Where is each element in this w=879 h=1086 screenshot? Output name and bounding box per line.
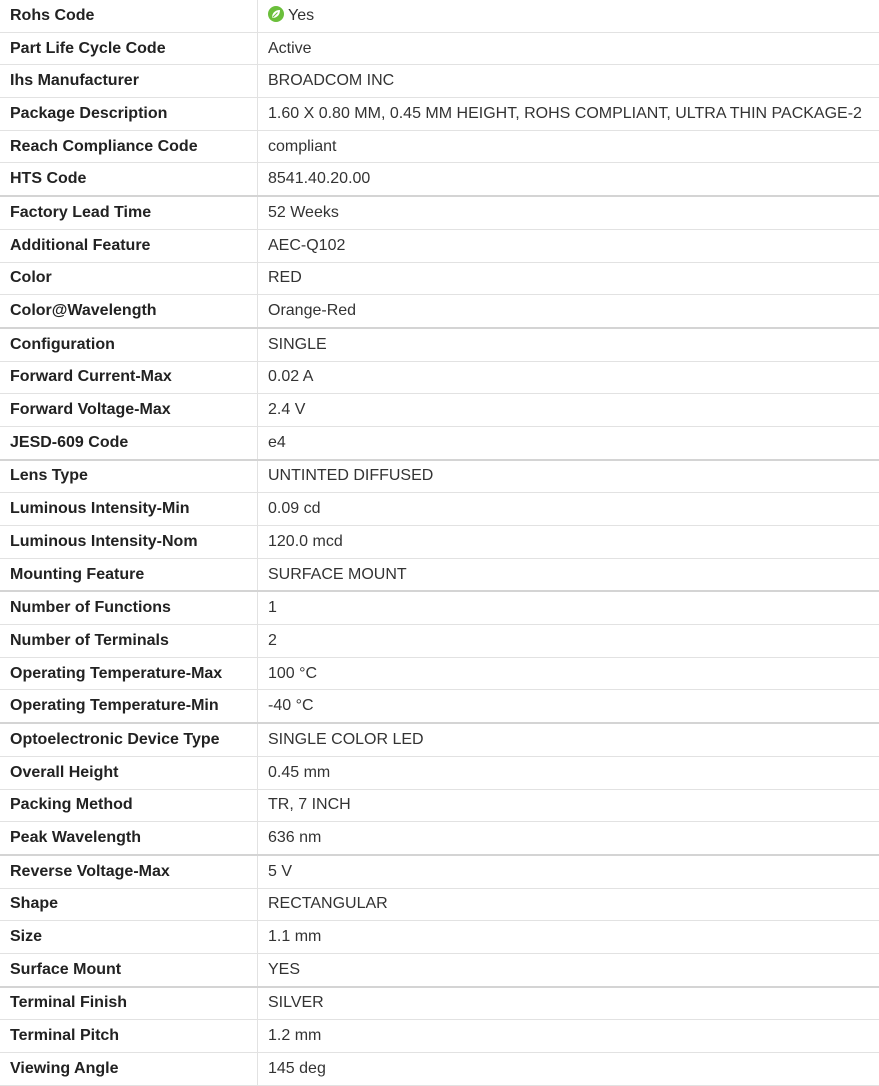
table-row bbox=[0, 229, 879, 262]
table-row bbox=[0, 1053, 879, 1086]
table-row bbox=[0, 426, 879, 459]
table-row bbox=[0, 196, 879, 229]
row-value: 100 °C bbox=[258, 657, 879, 690]
table-row bbox=[0, 822, 879, 855]
row-label: Operating Temperature-Max bbox=[0, 657, 258, 690]
table-row bbox=[0, 855, 879, 888]
row-value: SINGLE bbox=[258, 328, 879, 361]
table-row bbox=[0, 723, 879, 756]
row-value: 0.02 A bbox=[258, 361, 879, 394]
row-label: Optoelectronic Device Type bbox=[0, 723, 258, 756]
row-value: 2.4 V bbox=[258, 394, 879, 427]
table-row bbox=[0, 65, 879, 98]
row-value: Yes bbox=[288, 7, 314, 24]
row-value: UNTINTED DIFFUSED bbox=[258, 460, 879, 493]
row-value: 120.0 mcd bbox=[258, 526, 879, 559]
table-row bbox=[0, 130, 879, 163]
row-label: Package Description bbox=[0, 98, 258, 131]
row-label: Number of Terminals bbox=[0, 625, 258, 658]
table-row bbox=[0, 0, 879, 32]
row-value: RECTANGULAR bbox=[258, 888, 879, 921]
row-value: SURFACE MOUNT bbox=[258, 558, 879, 591]
row-label: Packing Method bbox=[0, 789, 258, 822]
table-row bbox=[0, 98, 879, 131]
row-value: 0.45 mm bbox=[258, 756, 879, 789]
row-value: 1.2 mm bbox=[258, 1020, 879, 1053]
table-row bbox=[0, 953, 879, 986]
row-label: Shape bbox=[0, 888, 258, 921]
table-row bbox=[0, 558, 879, 591]
row-value: Active bbox=[258, 32, 879, 65]
row-value: RED bbox=[258, 262, 879, 295]
row-label: JESD-609 Code bbox=[0, 426, 258, 459]
table-row bbox=[0, 295, 879, 328]
table-row bbox=[0, 328, 879, 361]
row-value: e4 bbox=[258, 426, 879, 459]
row-value: 1.1 mm bbox=[258, 921, 879, 954]
row-label: Surface Mount bbox=[0, 953, 258, 986]
row-value: compliant bbox=[258, 130, 879, 163]
row-value: -40 °C bbox=[258, 690, 879, 723]
row-value: AEC-Q102 bbox=[258, 229, 879, 262]
table-row bbox=[0, 690, 879, 723]
row-label: Terminal Finish bbox=[0, 987, 258, 1020]
table-row bbox=[0, 756, 879, 789]
table-row bbox=[0, 262, 879, 295]
row-label: Luminous Intensity-Nom bbox=[0, 526, 258, 559]
row-label: Overall Height bbox=[0, 756, 258, 789]
row-label: Size bbox=[0, 921, 258, 954]
row-label: Number of Functions bbox=[0, 591, 258, 624]
row-value: Orange-Red bbox=[258, 295, 879, 328]
row-label: Ihs Manufacturer bbox=[0, 65, 258, 98]
row-label: Additional Feature bbox=[0, 229, 258, 262]
table-row bbox=[0, 888, 879, 921]
row-label: Rohs Code bbox=[0, 0, 258, 32]
table-row bbox=[0, 591, 879, 624]
table-row bbox=[0, 625, 879, 658]
row-value: 636 nm bbox=[258, 822, 879, 855]
table-row bbox=[0, 493, 879, 526]
row-value: 8541.40.20.00 bbox=[258, 163, 879, 196]
row-label: Part Life Cycle Code bbox=[0, 32, 258, 65]
table-row bbox=[0, 460, 879, 493]
table-row bbox=[0, 657, 879, 690]
table-row bbox=[0, 526, 879, 559]
row-label: Reach Compliance Code bbox=[0, 130, 258, 163]
row-value: SILVER bbox=[258, 987, 879, 1020]
row-label: Factory Lead Time bbox=[0, 196, 258, 229]
row-label: Operating Temperature-Min bbox=[0, 690, 258, 723]
row-label: Lens Type bbox=[0, 460, 258, 493]
row-value: 52 Weeks bbox=[258, 196, 879, 229]
table-row bbox=[0, 32, 879, 65]
row-value: 1 bbox=[258, 591, 879, 624]
row-label: Terminal Pitch bbox=[0, 1020, 258, 1053]
row-label: Color@Wavelength bbox=[0, 295, 258, 328]
table-row bbox=[0, 361, 879, 394]
row-label: Forward Voltage-Max bbox=[0, 394, 258, 427]
row-value: 145 deg bbox=[258, 1053, 879, 1086]
table-row bbox=[0, 394, 879, 427]
row-label: Forward Current-Max bbox=[0, 361, 258, 394]
row-label: Mounting Feature bbox=[0, 558, 258, 591]
row-value: 1.60 X 0.80 MM, 0.45 MM HEIGHT, ROHS COMPLIANT, ULTRA THIN PACKAGE-2 bbox=[258, 98, 879, 131]
table-row bbox=[0, 163, 879, 196]
row-label: Peak Wavelength bbox=[0, 822, 258, 855]
row-value: 0.09 cd bbox=[258, 493, 879, 526]
table-row bbox=[0, 921, 879, 954]
row-label: Configuration bbox=[0, 328, 258, 361]
row-value-cell bbox=[258, 0, 879, 32]
table-row bbox=[0, 789, 879, 822]
row-value: TR, 7 INCH bbox=[258, 789, 879, 822]
row-label: Viewing Angle bbox=[0, 1053, 258, 1086]
table-row bbox=[0, 987, 879, 1020]
row-value: YES bbox=[258, 953, 879, 986]
row-label: Color bbox=[0, 262, 258, 295]
row-label: Reverse Voltage-Max bbox=[0, 855, 258, 888]
row-value: 2 bbox=[258, 625, 879, 658]
row-label: HTS Code bbox=[0, 163, 258, 196]
row-label: Luminous Intensity-Min bbox=[0, 493, 258, 526]
table-row bbox=[0, 1020, 879, 1053]
row-value: BROADCOM INC bbox=[258, 65, 879, 98]
row-value: SINGLE COLOR LED bbox=[258, 723, 879, 756]
leaf-icon bbox=[268, 6, 284, 22]
row-value: 5 V bbox=[258, 855, 879, 888]
